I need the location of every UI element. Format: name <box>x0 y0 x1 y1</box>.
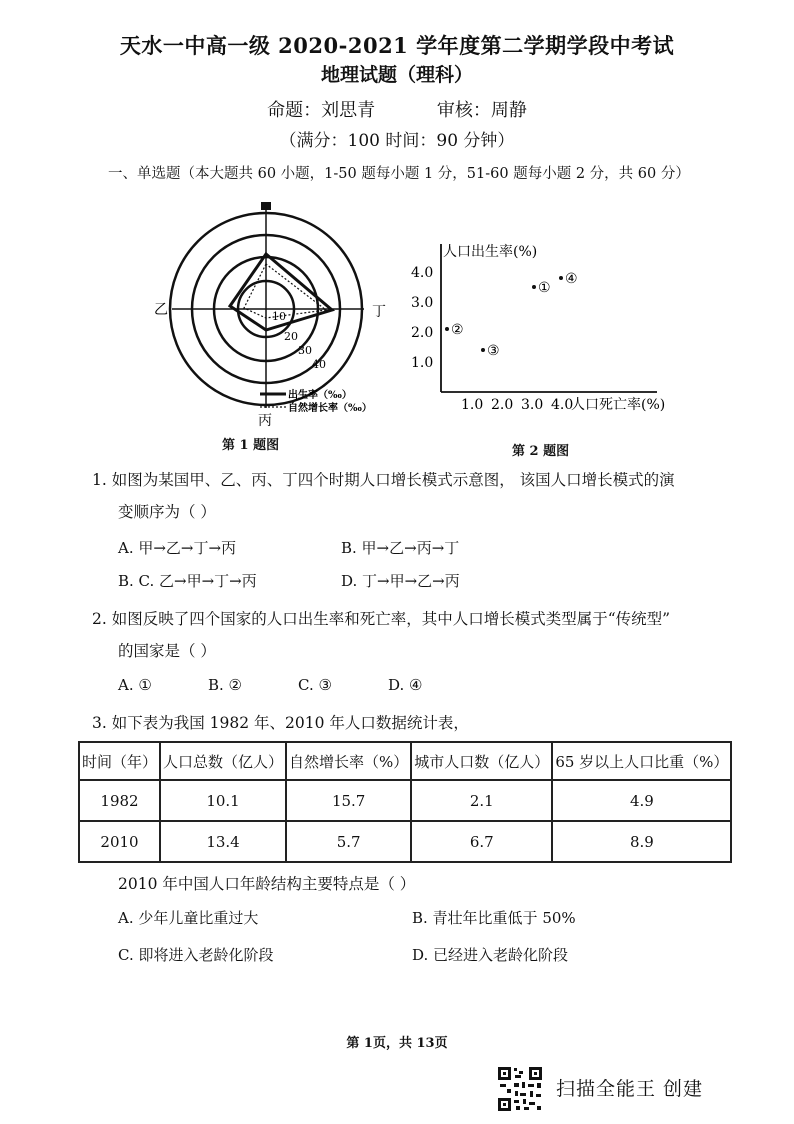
author-line <box>0 96 794 122</box>
table-row <box>79 780 731 821</box>
section-heading: 一、单选题（本大题共 60 小题，1-50 题每小题 1 分，51-60 题每小题 2 分，共 60 分） <box>108 166 690 182</box>
figure1-caption: 第 1 题图 <box>222 438 280 453</box>
table-row <box>79 821 731 862</box>
exam-subtitle: 地理试题（理科） <box>320 64 473 86</box>
cell: 8.9 <box>552 821 731 862</box>
q2-option-d: D. ④ <box>388 676 423 694</box>
label-ding: 丁 <box>372 304 386 320</box>
figure2-caption: 第 2 题图 <box>512 444 570 459</box>
cell: 2010 <box>79 821 160 862</box>
cell: 15.7 <box>286 780 411 821</box>
reviewer: 审核：周静 <box>436 100 527 121</box>
q3-option-d: D. 已经进入老龄化阶段 <box>412 946 569 964</box>
y-axis-label: 人口出生率(%) <box>443 244 538 260</box>
scatter-point <box>445 327 449 331</box>
point-label: ④ <box>565 271 578 287</box>
label-yi: 乙 <box>154 302 168 318</box>
q2-stem-line2: 的国家是（ ） <box>118 642 216 660</box>
table-header-row <box>79 742 731 780</box>
point-label: ③ <box>487 343 500 359</box>
cell: 2.1 <box>411 780 552 821</box>
population-table <box>78 741 732 863</box>
legend-growth-rate: 自然增长率（‰） <box>288 403 372 414</box>
qr-code-icon <box>497 1066 543 1112</box>
x-tick-label: 2.0 <box>491 397 514 413</box>
label-bing: 丙 <box>258 413 272 428</box>
x-tick-label: 1.0 <box>461 397 484 413</box>
q1-option-d: D. 丁→甲→乙→丙 <box>341 572 460 590</box>
y-tick-label: 3.0 <box>411 295 434 311</box>
q3-question: 2010 年中国人口年龄结构主要特点是（ ） <box>118 875 416 893</box>
figure1-diagram <box>150 196 390 428</box>
x-tick-label: 4.0 <box>551 397 574 413</box>
point-label: ① <box>538 280 551 296</box>
y-tick-label: 1.0 <box>411 355 434 371</box>
ring-label-10: 10 <box>272 310 286 323</box>
y-tick-label: 2.0 <box>411 325 434 341</box>
q1-stem-line1: 1. 如图为某国甲、乙、丙、丁四个时期人口增长模式示意图， 该国人口增长模式的演 <box>92 471 675 489</box>
q2-stem-line1: 2. 如图反映了四个国家的人口出生率和死亡率，其中人口增长模式类型属于“传统型” <box>92 610 671 628</box>
scatter-point <box>532 285 536 289</box>
ring-label-40: 40 <box>312 358 326 371</box>
cell: 1982 <box>79 780 160 821</box>
ring-label-30: 30 <box>298 344 312 357</box>
q2-option-a: A. ① <box>118 676 152 694</box>
cell: 4.9 <box>552 780 731 821</box>
legend-birth-rate: 出生率（‰） <box>288 390 352 401</box>
col-growth: 自然增长率（%） <box>286 742 411 780</box>
q1-option-b: B. 甲→乙→丙→丁 <box>341 539 460 557</box>
scatter-point <box>481 348 485 352</box>
score-time: （满分：100 时间：90 分钟） <box>279 131 515 151</box>
y-tick-label: 4.0 <box>411 265 434 281</box>
q3-option-c: C. 即将进入老龄化阶段 <box>118 946 274 964</box>
q1-stem-line2: 变顺序为（ ） <box>118 503 216 521</box>
q2-option-b: B. ② <box>208 676 243 694</box>
point-label: ② <box>451 322 464 338</box>
cell: 6.7 <box>411 821 552 862</box>
q3-option-a: A. 少年儿童比重过大 <box>118 909 259 927</box>
x-axis-label: 人口死亡率(%) <box>571 397 666 413</box>
q2-option-c: C. ③ <box>298 676 332 694</box>
q1-option-a: A. 甲→乙→丁→丙 <box>118 539 237 557</box>
q3-stem: 3. 如下表为我国 1982 年、2010 年人口数据统计表， <box>92 714 469 732</box>
exam-title: 天水一中高一级 2020-2021 学年度第二学期学段中考试 <box>119 33 675 58</box>
scanner-watermark: 扫描全能王 创建 <box>556 1078 704 1100</box>
q3-option-b: B. 青壮年比重低于 50% <box>412 909 576 927</box>
col-year: 时间（年） <box>79 742 160 780</box>
author: 命题：刘思青 <box>267 100 376 121</box>
cell: 5.7 <box>286 821 411 862</box>
col-total: 人口总数（亿人） <box>160 742 286 780</box>
cell: 10.1 <box>160 780 286 821</box>
page-number: 第 1页，共 13页 <box>346 1036 448 1051</box>
figure2-chart <box>405 234 695 420</box>
ring-label-20: 20 <box>284 330 298 343</box>
q1-option-c: B. C. 乙→甲→丁→丙 <box>118 572 257 590</box>
x-tick-label: 3.0 <box>521 397 544 413</box>
col-urban: 城市人口数（亿人） <box>411 742 552 780</box>
scatter-point <box>559 276 563 280</box>
col-elderly: 65 岁以上人口比重（%） <box>552 742 731 780</box>
cell: 13.4 <box>160 821 286 862</box>
top-marker <box>261 202 271 210</box>
